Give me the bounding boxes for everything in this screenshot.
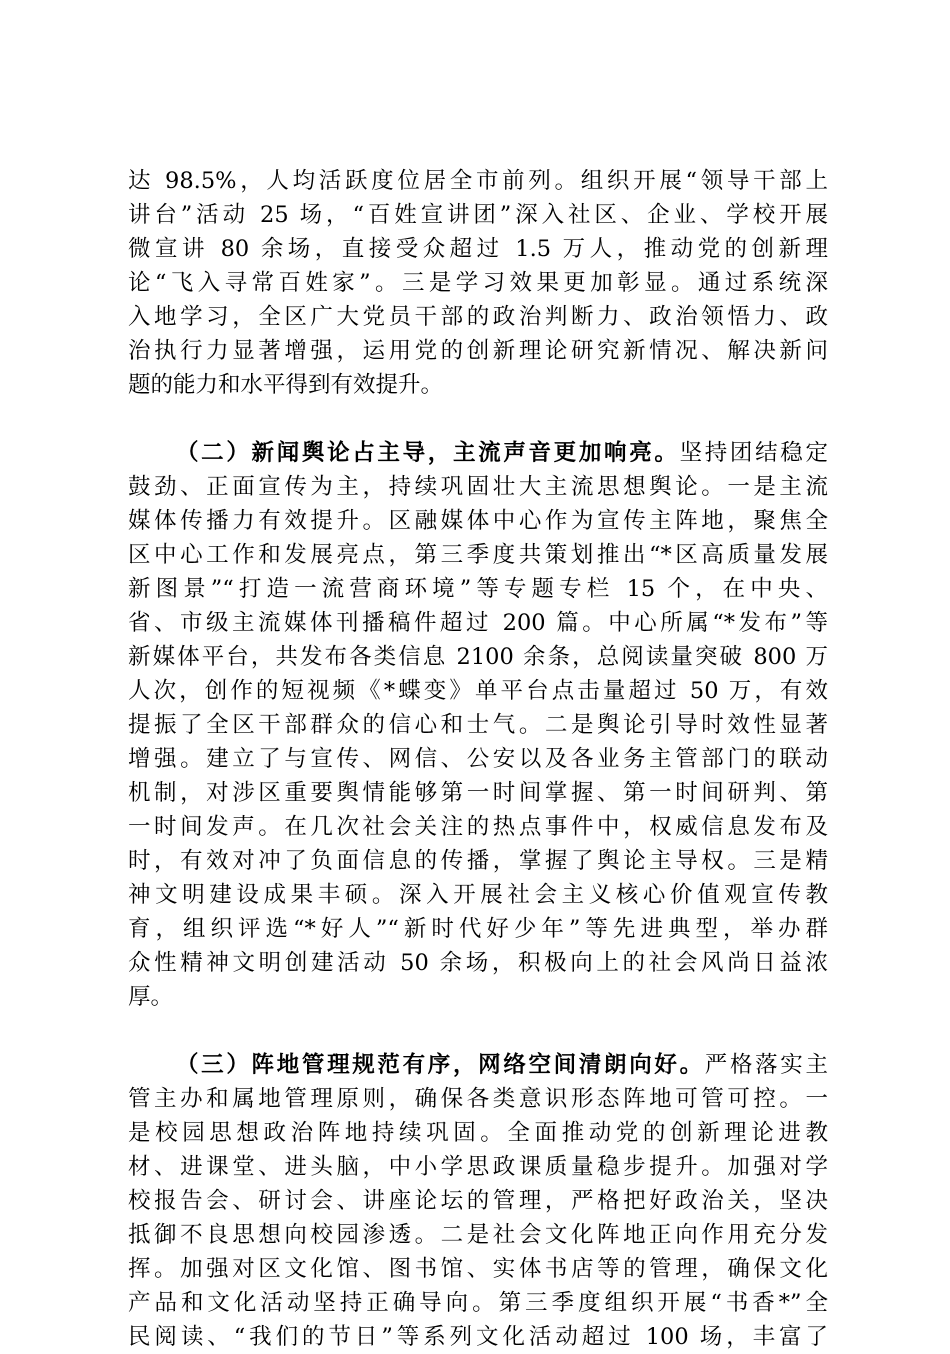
text-line: 神文明建设成果丰硕。深入开展社会主义核心价值观宣传教 — [128, 882, 828, 908]
text-line: 机制，对涉区重要舆情能够第一时间掌握、第一时间研判、第 — [128, 780, 828, 806]
text-line: 讲台”活动 25 场，“百姓宣讲团”深入社区、企业、学校开展 — [128, 202, 828, 228]
section-two-first-line — [128, 436, 828, 470]
text-line: 媒体传播力有效提升。区融媒体中心作为宣传主阵地，聚焦全 — [128, 508, 828, 534]
section-three-first-line — [128, 1048, 828, 1082]
text-line: 论“飞入寻常百姓家”。三是学习效果更加彰显。通过系统深 — [128, 270, 828, 296]
text-line: 一时间发声。在几次社会关注的热点事件中，权威信息发布及 — [128, 814, 828, 840]
paragraph-continuation — [128, 164, 828, 402]
text-line: 达 98.5%，人均活跃度位居全市前列。组织开展“领导干部上 — [128, 168, 828, 194]
document-body — [128, 164, 828, 1354]
paragraph-gap — [128, 402, 828, 436]
text-line: 人次，创作的短视频《*蝶变》单平台点击量超过 50 万，有效 — [128, 678, 828, 704]
text-line: 产品和文化活动坚持正确导向。第三季度组织开展“书香*”全 — [128, 1290, 828, 1316]
text-line: 治执行力显著增强，运用党的创新理论研究新情况、解决新问 — [128, 338, 828, 364]
text-line: 增强。建立了与宣传、网信、公安以及各业务主管部门的联动 — [128, 746, 828, 772]
paragraph-gap — [128, 1014, 828, 1048]
text-line: 新图景”“打造一流营商环境”等专题专栏 15 个，在中央、 — [128, 576, 828, 602]
text-line: 抵御不良思想向校园渗透。二是社会文化阵地正向作用充分发 — [128, 1222, 828, 1248]
text-line: 入地学习，全区广大党员干部的政治判断力、政治领悟力、政 — [128, 304, 828, 330]
text-line: 众性精神文明创建活动 50 余场，积极向上的社会风尚日益浓 — [128, 950, 828, 976]
text-line: 鼓劲、正面宣传为主，持续巩固壮大主流思想舆论。一是主流 — [128, 474, 828, 500]
text-line: 题的能力和水平得到有效提升。 — [128, 372, 444, 398]
text-line: 省、市级主流媒体刊播稿件超过 200 篇。中心所属“*发布”等 — [128, 610, 828, 636]
text-line: 微宣讲 80 余场，直接受众超过 1.5 万人，推动党的创新理 — [128, 236, 828, 262]
section-two-paragraph — [128, 436, 828, 1014]
text-line: 挥。加强对区文化馆、图书馆、实体书店等的管理，确保文化 — [128, 1256, 828, 1282]
text-line: 是校园思想政治阵地持续巩固。全面推动党的创新理论进教 — [128, 1120, 828, 1146]
section-three-heading: （三）阵地管理规范有序，网络空间清朗向好。 — [176, 1052, 705, 1078]
text-line: 时，有效对冲了负面信息的传播，掌握了舆论主导权。三是精 — [128, 848, 828, 874]
text-line: 管主办和属地管理原则，确保各类意识形态阵地可管可控。一 — [128, 1086, 828, 1112]
text-line: 厚。 — [128, 984, 174, 1010]
section-two-heading: （二）新闻舆论占主导，主流声音更加响亮。 — [176, 440, 680, 466]
section-two-lead-text: 坚持团结稳定 — [679, 440, 828, 466]
text-line: 民阅读、“我们的节日”等系列文化活动超过 100 场，丰富了 — [128, 1324, 828, 1350]
text-line: 新媒体平台，共发布各类信息 2100 余条，总阅读量突破 800 万 — [128, 644, 828, 670]
text-line: 育，组织评选“*好人”“新时代好少年”等先进典型，举办群 — [128, 916, 828, 942]
text-line: 区中心工作和发展亮点，第三季度共策划推出“*区高质量发展 — [128, 542, 828, 568]
section-three-paragraph — [128, 1048, 828, 1354]
text-line: 提振了全区干部群众的信心和士气。二是舆论引导时效性显著 — [128, 712, 828, 738]
text-line: 材、进课堂、进头脑，中小学思政课质量稳步提升。加强对学 — [128, 1154, 828, 1180]
section-three-lead-text: 严格落实主 — [704, 1052, 828, 1078]
text-line: 校报告会、研讨会、讲座论坛的管理，严格把好政治关，坚决 — [128, 1188, 828, 1214]
